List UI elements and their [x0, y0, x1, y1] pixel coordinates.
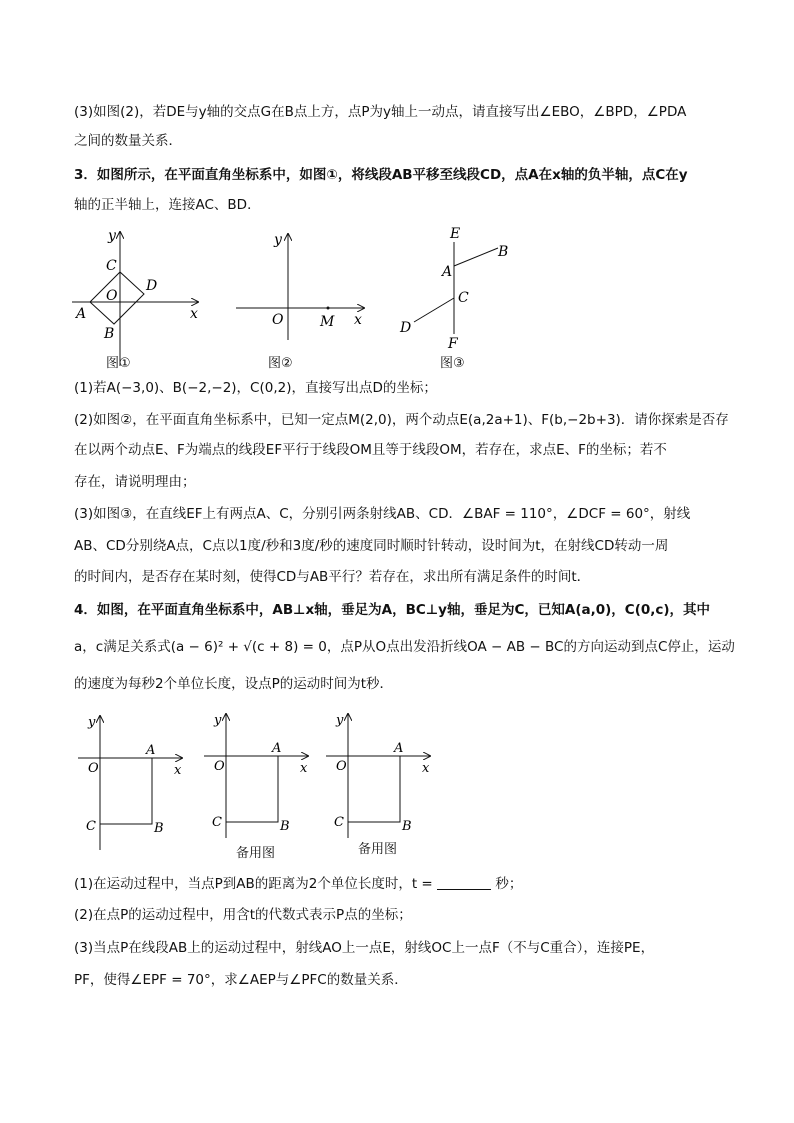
text-line: 的速度为每秒2个单位长度，设点P的运动时间为t秒．: [74, 676, 394, 692]
text-line: 的时间内，是否存在某时刻，使得CD与AB平行？若存在，求出所有满足条件的时间t．: [74, 569, 591, 585]
label-C: C: [458, 290, 469, 306]
label-y: y: [336, 713, 344, 728]
question-4-intro: 4．如图，在平面直角坐标系中，AB⊥x轴，垂足为A，BC⊥y轴，垂足为C，已知A(a,0)，C(0,c)，其中: [74, 602, 711, 618]
question-4-part-1: [74, 874, 522, 894]
figure-3-caption: 图③: [440, 356, 465, 371]
label-M: M: [320, 314, 335, 330]
backup-figure-caption: 备用图: [236, 846, 276, 861]
backup-figure-caption: 备用图: [358, 842, 398, 857]
figure-4-backup-2: [326, 710, 438, 840]
label-O: O: [214, 759, 225, 774]
label-x: x: [422, 761, 430, 776]
label-x: x: [190, 306, 198, 322]
figure-3: [394, 222, 524, 352]
label-O: O: [272, 312, 284, 328]
label-B: B: [402, 819, 412, 834]
label-A: A: [272, 741, 282, 756]
text-line: (3)如图(2)，若DE与y轴的交点G在B点上方，点P为y轴上一动点，请直接写出∠EBO，∠BPD，∠PDA: [74, 104, 687, 120]
text-line: 轴的正半轴上，连接AC、BD．: [74, 197, 261, 213]
text-line: a，c满足关系式(a − 6)² + √(c + 8) = 0，点P从O点出发沿折线OA − AB − BC的方向运动到点C停止，运动: [74, 639, 735, 655]
figure-2: [232, 228, 368, 348]
part-1-text: (1)在运动过程中，当点P到AB的距离为2个单位长度时，t =: [74, 876, 433, 892]
figure-2-caption: 图②: [268, 356, 293, 371]
figure-4-backup-1: [204, 710, 316, 840]
label-y: y: [274, 232, 282, 248]
question-4-part-2: (2)在点P的运动过程中，用含t的代数式表示P点的坐标；: [74, 907, 412, 923]
label-B: B: [280, 819, 290, 834]
text-line: PF，使得∠EPF = 70°，求∠AEP与∠PFC的数量关系．: [74, 972, 408, 988]
label-x: x: [300, 761, 308, 776]
label-D: D: [146, 278, 158, 294]
label-D: D: [400, 320, 412, 336]
label-x: x: [174, 763, 182, 778]
answer-blank[interactable]: [437, 875, 491, 890]
label-F: F: [448, 336, 458, 352]
label-O: O: [336, 759, 347, 774]
text-line: 存在，请说明理由；: [74, 474, 196, 490]
question-3-part-2: (2)如图②，在平面直角坐标系中，已知一定点M(2,0)，两个动点E(a,2a+1)、F(b,−2b+3)．请你探索是否存: [74, 412, 729, 428]
text-line: 在以两个动点E、F为端点的线段EF平行于线段OM且等于线段OM，若存在，求点E、F的坐标；若不: [74, 442, 667, 458]
label-A: A: [394, 741, 404, 756]
label-C: C: [334, 815, 344, 830]
label-B: B: [154, 821, 164, 836]
label-A: A: [146, 743, 156, 758]
label-O: O: [106, 288, 118, 304]
label-B: B: [498, 244, 509, 260]
figure-1-caption: 图①: [106, 356, 131, 371]
question-4-part-3: (3)当点P在线段AB上的运动过程中，射线AO上一点E，射线OC上一点F（不与C重合），连接PE，: [74, 940, 655, 956]
label-A: A: [76, 306, 87, 322]
question-3-part-1: (1)若A(−3,0)、B(−2,−2)，C(0,2)，直接写出点D的坐标；: [74, 380, 437, 396]
question-3-intro: 3．如图所示，在平面直角坐标系中，如图①，将线段AB平移至线段CD，点A在x轴的负半轴，点C在y: [74, 167, 688, 183]
label-C: C: [106, 258, 117, 274]
figure-1: [66, 226, 206, 371]
label-C: C: [86, 819, 96, 834]
label-E: E: [450, 226, 461, 242]
text-line: AB、CD分别绕A点，C点以1度/秒和3度/秒的速度同时顺时针转动，设时间为t，在射线CD转动一周: [74, 538, 669, 554]
label-A: A: [442, 264, 453, 280]
label-B: B: [104, 326, 115, 342]
label-O: O: [88, 761, 99, 776]
label-C: C: [212, 815, 222, 830]
question-3-part-3: (3)如图③，在直线EF上有两点A、C，分别引两条射线AB、CD．∠BAF = 110°，∠DCF = 60°，射线: [74, 506, 691, 522]
label-x: x: [354, 312, 362, 328]
label-y: y: [214, 713, 222, 728]
label-y: y: [108, 228, 116, 244]
text-line: 之间的数量关系．: [74, 133, 182, 149]
part-1-unit: 秒；: [495, 876, 523, 892]
figure-4-main: [78, 712, 190, 852]
label-y: y: [88, 715, 96, 730]
